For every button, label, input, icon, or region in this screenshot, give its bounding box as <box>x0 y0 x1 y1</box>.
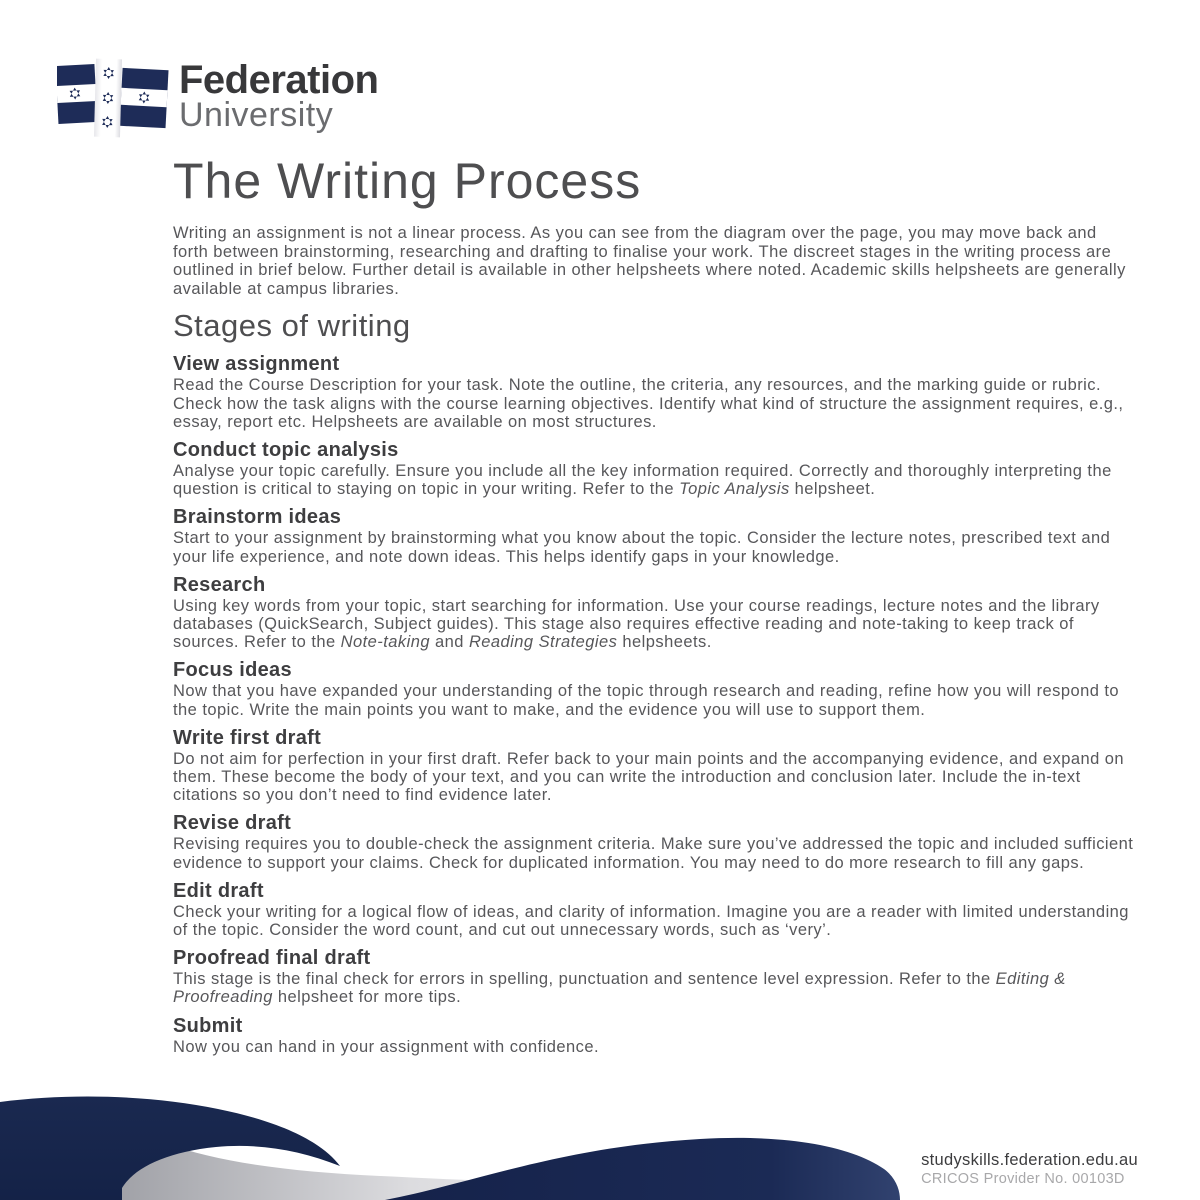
section-heading: Focus ideas <box>173 659 292 682</box>
section-heading: View assignment <box>173 353 340 376</box>
brand-wordmark <box>179 57 379 134</box>
section-body: Start to your assignment by brainstorming what you know about the topic. Consider the lecture notes, prescribed text and your life experience, and note down ideas. This helps identify gaps in your knowledge. <box>173 529 1111 566</box>
sections <box>173 353 1136 1055</box>
cricos-provider-number: CRICOS Provider No. 00103D <box>921 1171 1125 1187</box>
section-heading: Revise draft <box>173 812 292 835</box>
section-heading: Proofread final draft <box>173 947 371 970</box>
section-body: Now that you have expanded your understanding of the topic through research and reading, refine how you will respond to the topic. Write the main points you want to make, and the evidence you will use to support them. <box>173 682 1120 719</box>
section-body: Analyse your topic carefully. Ensure you include all the key information required. Correctly and thoroughly interpreting the question is critical to staying on topic in your writing. Refer to the Topic Analysis helpsheet. <box>173 461 1112 499</box>
section-heading: Edit draft <box>173 879 264 902</box>
section-body: This stage is the final check for errors in spelling, punctuation and sentence level expression. Refer to the Editing & Proofreading helpsheet for more tips. <box>173 970 1066 1007</box>
intro-paragraph: Writing an assignment is not a linear process. As you can see from the diagram over the page, you may move back and forth between brainstorming, researching and drafting to finalise your work. The discreet stages in the writing process are outlined in brief below. Further detail is available in other helpsheets where noted. Academic skills helpsheets are generally available at campus libraries. <box>173 224 1126 298</box>
university-logo <box>57 55 378 141</box>
document-content <box>173 152 1136 1056</box>
helpsheet-reference: Editing & Proofreading <box>173 970 1066 1007</box>
helpsheet-reference: Topic Analysis <box>679 480 790 499</box>
section-heading: Submit <box>173 1014 243 1037</box>
federation-flag-icon <box>57 55 173 141</box>
section-heading: Conduct topic analysis <box>173 438 399 461</box>
brand-name-top: Federation <box>179 57 379 102</box>
section-body: Revising requires you to double-check the assignment criteria. Make sure you’ve addressed the topic and included sufficient evidence to support your claims. Check for duplicated information. You may need to do more research to fill any gaps. <box>173 835 1134 872</box>
helpsheet-reference: Reading Strategies <box>468 633 618 652</box>
page-title: The Writing Process <box>173 153 642 209</box>
footer-text <box>921 1150 1138 1188</box>
section-body: Read the Course Description for your task. Note the outline, the criteria, any resources, and the marking guide or rubric. Check how the task aligns with the course learning objectives. Identify what kind of structure the assignment requires, e.g., essay, report etc. Helpsheets are available on most structures. <box>173 376 1124 431</box>
section-body: Using key words from your topic, start searching for information. Use your course readings, lecture notes and the library databases (QuickSearch, Subject guides). This stage also requires effective reading and note-taking to keep track of sources. Refer to the Note-taking and Reading Strategies helpsheets. <box>173 596 1100 652</box>
section-body: Check your writing for a logical flow of ideas, and clarity of information. Imagine you are a reader with limited understanding of the topic. Consider the word count, and cut out unnecessary words, such as ‘very’. <box>173 902 1129 940</box>
stages-heading: Stages of writing <box>173 308 411 344</box>
brand-name-bottom: University <box>179 95 334 134</box>
section-body: Do not aim for perfection in your first draft. Refer back to your main points and the accompanying evidence, and expand on them. These become the body of your text, and you can write the introduction and conclusion later. Include the in-text citations so you don’t need to find evidence later. <box>173 749 1124 805</box>
section-heading: Write first draft <box>173 726 322 749</box>
helpsheet-reference: Note-taking <box>340 633 430 652</box>
section-heading: Brainstorm ideas <box>173 506 342 529</box>
footer-url-link[interactable]: studyskills.federation.edu.au <box>921 1151 1138 1169</box>
section-body: Now you can hand in your assignment with confidence. <box>173 1037 600 1056</box>
section-heading: Research <box>173 573 266 596</box>
